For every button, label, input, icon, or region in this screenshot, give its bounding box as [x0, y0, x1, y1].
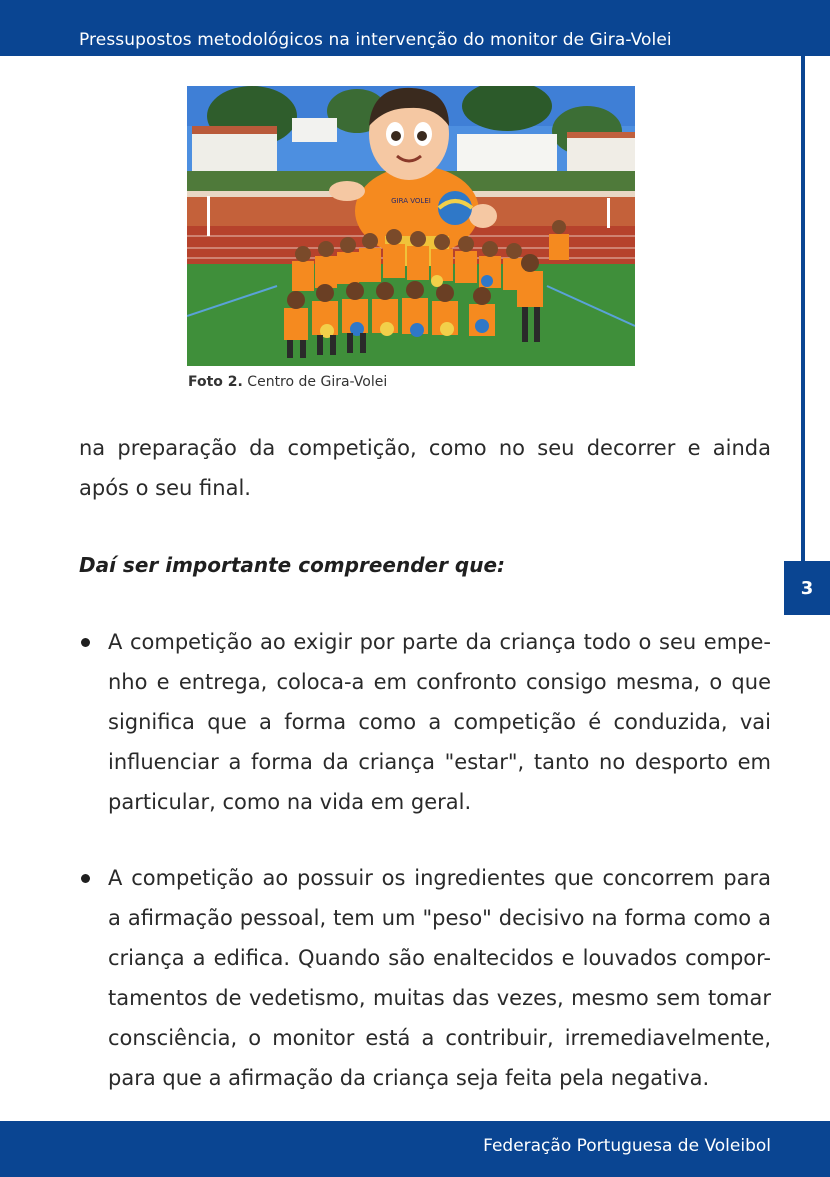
figure-caption [188, 374, 387, 390]
bullet-icon [81, 874, 90, 883]
mascot-shirt-text: GIRA VOLEI [391, 197, 431, 205]
header-bar [0, 0, 830, 56]
page-number-tab [784, 561, 830, 615]
footer-bar [0, 1121, 830, 1177]
bullet-text: A competição ao possuir os ingredientes que concorrem para a afirmação pessoal, tem um "peso" decisivo na forma como a criança a edifica. Quando são enaltecidos e louvados compor-tamentos de vedetismo, muitas das vezes, mesmo sem tomar consciência, o monitor está a contribuir, irremediavelmente, para que a afirmação da criança seja feita pela negativa. [108, 866, 771, 1090]
figure-caption-label: Foto 2. [188, 374, 243, 390]
intro-paragraph: na preparação da competição, como no seu decorrer e ainda após o seu final. [79, 436, 771, 500]
running-header-title: Pressupostos metodológicos na intervenção do monitor de Gira-Volei [79, 30, 672, 50]
bullet-icon [81, 638, 90, 647]
page-number: 3 [800, 577, 814, 599]
photo-gira-volei-centre [187, 86, 635, 366]
footer-publisher: Federação Portuguesa de Voleibol [483, 1136, 771, 1156]
side-rule [801, 56, 805, 561]
subheading: Daí ser importante compreender que: [79, 553, 506, 577]
bullet-text: A competição ao exigir por parte da criança todo o seu empe-nho e entrega, coloca-a em confronto consigo mesma, o que significa que a forma como a competição é conduzida, vai influenciar a forma da criança "estar", tanto no desporto em particular, como na vida em geral. [108, 630, 771, 814]
figure-caption-text: Centro de Gira-Volei [242, 374, 388, 390]
